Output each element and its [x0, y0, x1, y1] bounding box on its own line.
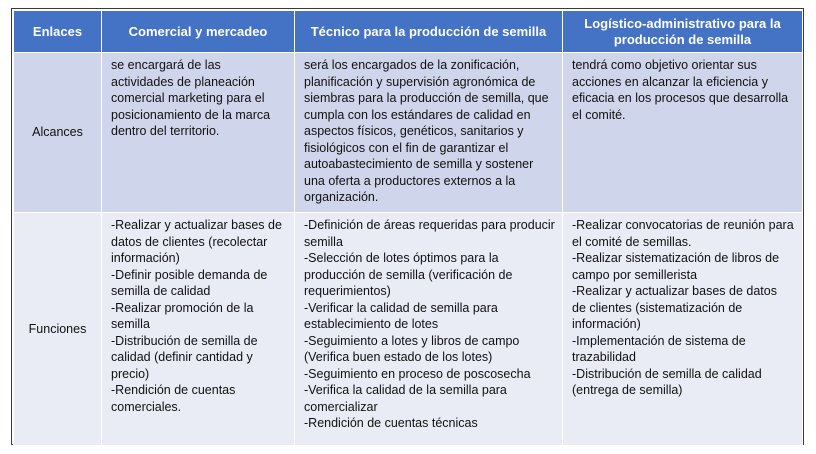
list-item: -Realizar promoción de la semilla: [111, 300, 254, 331]
list-item: -Seguimiento a lotes y libros de campo (Verifica buen estado de los lotes): [304, 333, 520, 364]
list-item: -Implementación de sistema de trazabilidad: [572, 333, 746, 364]
alcances-comercial-text: se encargará de las actividades de planeación comercial marketing para el posicionamiento de la marca dentro del territorio.: [111, 58, 271, 138]
alcances-logistico-text: tendrá como objetivo orientar sus acciones en alcanzar la eficiencia y eficacia en los procesos que desarrolla el comité.: [572, 58, 789, 122]
list-item: -Realizar convocatorias de reunión para el comité de semillas.: [572, 218, 794, 249]
list-item: -Realizar sistematización de libros de campo por semillerista: [572, 251, 780, 282]
funciones-tecnico-cell: [295, 213, 563, 446]
list-item: -Definir posible demanda de semilla de calidad: [111, 267, 268, 298]
enlaces-table: [13, 10, 803, 446]
list-item: -Rendición de cuentas técnicas: [304, 416, 478, 430]
header-tecnico: Técnico para la producción de semilla: [295, 11, 563, 53]
list-item: -Rendición de cuentas comerciales.: [111, 383, 236, 414]
header-enlaces: Enlaces: [14, 11, 102, 53]
list-item: -Realizar y actualizar bases de datos de clientes (recolectar información): [111, 218, 282, 265]
list-item: -Distribución de semilla de calidad (definir cantidad y precio): [111, 333, 258, 381]
row-label-alcances: Alcances: [14, 53, 102, 213]
header-comercial: Comercial y mercadeo: [102, 11, 295, 53]
alcances-tecnico-cell: [295, 53, 563, 213]
header-logistico: [563, 11, 803, 53]
list-item: -Selección de lotes óptimos para la producción de semilla (verificación de requerimientos): [304, 251, 513, 298]
row-label-funciones: Funciones: [14, 213, 102, 446]
list-item: -Verificar la calidad de semilla para establecimiento de lotes: [304, 300, 498, 331]
list-item: -Verifica la calidad de la semilla para comercializar: [304, 383, 507, 414]
list-item: -Seguimiento en proceso de poscosecha: [304, 366, 531, 381]
list-item: -Realizar y actualizar bases de datos de clientes (sistematización de información): [572, 284, 777, 331]
list-item: -Distribución de semilla de calidad (entrega de semilla): [572, 366, 762, 397]
alcances-row: [14, 53, 803, 213]
alcances-comercial-cell: [102, 53, 295, 213]
header-logistico-text: Logístico-administrativo para la producción de semilla: [584, 15, 781, 47]
funciones-comercial-cell: [102, 213, 295, 446]
alcances-logistico-cell: [563, 53, 803, 213]
funciones-row: [14, 213, 803, 446]
funciones-logistico-cell: [563, 213, 803, 446]
alcances-tecnico-text: será los encargados de la zonificación, planificación y supervisión agronómica de siembras para la producción de semilla, que cumpla con los estándares de calidad en aspectos físicos, genéticos, sanitarios y fisiológicos con el fin de garantizar el autoabastecimiento de semilla y sostener una oferta a productores externos a la organización.: [304, 58, 549, 204]
header-row: [14, 11, 803, 53]
list-item: -Definición de áreas requeridas para producir semilla: [304, 218, 555, 249]
